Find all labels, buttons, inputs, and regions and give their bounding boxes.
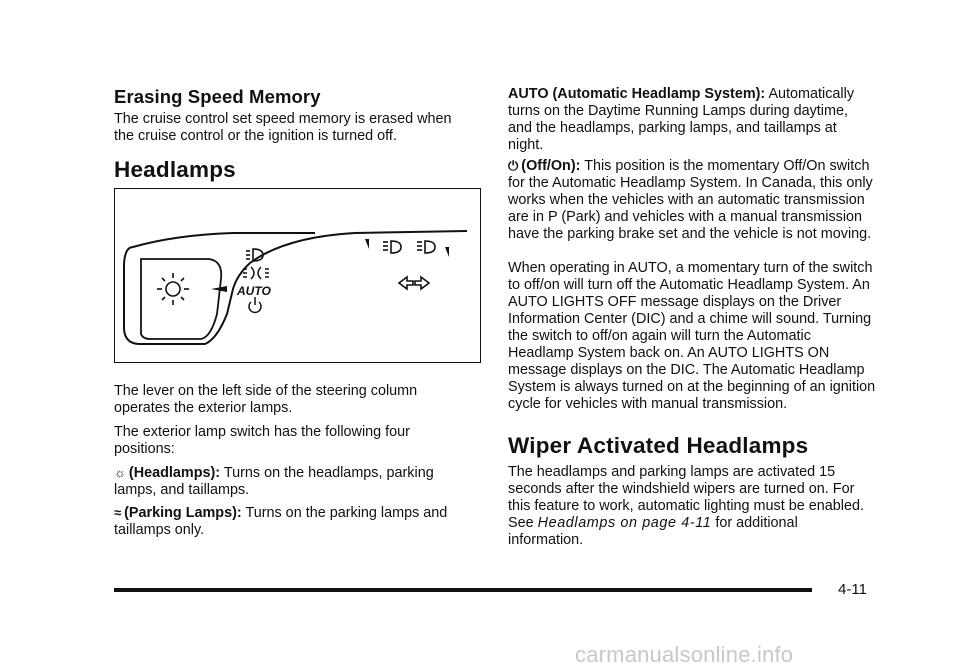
- auto-headlamp-item: [508, 86, 873, 154]
- parking-lamps-icon: [243, 267, 269, 279]
- headlamps-page-reference-link[interactable]: Headlamps on page 4-11: [537, 515, 712, 531]
- auto-headlamp-desc: Automatically turns on the Daytime Running Lamps during daytime, and the headlamps, parking lamps, and taillamps at night.: [508, 86, 855, 153]
- headlamp-icon: ☼: [114, 465, 126, 480]
- watermark-text: carmanualsonline.info: [575, 642, 794, 667]
- turn-signal-icon: [399, 277, 429, 289]
- parking-lamps-position-desc: Turns on the parking lamps and taillamps only.: [114, 505, 448, 538]
- high-beam-icon: [383, 241, 401, 253]
- section-heading-headlamps: Headlamps: [114, 157, 236, 182]
- headlamps-position-label: (Headlamps):: [128, 465, 221, 481]
- wiper-activated-desc: The headlamps and parking lamps are activated 15 seconds after the windshield wipers are turned on. For this feature to work, automatic lighting must be enabled. See: [508, 464, 864, 531]
- footer-rule: [114, 588, 812, 592]
- headlamps-position-desc: Turns on the headlamps, parking lamps, and taillamps.: [114, 465, 434, 498]
- section-heading-wiper-activated-headlamps: Wiper Activated Headlamps: [508, 433, 809, 458]
- auto-position-label: AUTO: [237, 284, 271, 298]
- section-heading-erasing-speed-memory: Erasing Speed Memory: [114, 86, 321, 107]
- parking-lamps-icon: ≈: [114, 505, 122, 520]
- auto-headlamp-label: AUTO (Automatic Headlamp System):: [508, 86, 766, 102]
- off-on-position-label: (Off/On):: [521, 158, 581, 174]
- auto-operation-text: When operating in AUTO, a momentary turn of the switch to off/on will turn off the Automatic Headlamp System. An AUTO LIGHTS OFF message displays on the Driver Information Center (DIC) and a chime will sound. Turning the switch to off/on again will turn the Automatic Headlamp System back on. An AUTO LIGHTS ON message displays on the DIC. The Automatic Headlamp System is always turned on at the beginning of an ignition cycle for vehicles with manual transmission.: [508, 260, 876, 412]
- high-beam-on-icon: [417, 241, 435, 253]
- wiper-activated-desc-end: for additional information.: [508, 515, 798, 548]
- headlamp-lever-illustration: [114, 188, 481, 363]
- page-number: 4-11: [838, 581, 867, 598]
- flash-to-pass-marker-icon: [365, 239, 369, 249]
- erasing-speed-memory-text: The cruise control set speed memory is erased when the cruise control or the ignition is turned off.: [114, 111, 452, 144]
- parking-lamps-position-item: [114, 504, 479, 539]
- high-beam-marker-icon: [445, 247, 449, 257]
- off-on-power-icon: [249, 297, 261, 312]
- off-on-power-icon: ⏻: [508, 158, 519, 173]
- headlamp-lever-drawing: [115, 189, 479, 361]
- parking-lamps-position-label: (Parking Lamps):: [124, 505, 242, 521]
- lever-description-text: The lever on the left side of the steering column operates the exterior lamps.: [114, 383, 418, 416]
- exterior-light-icon: [157, 273, 189, 305]
- off-on-position-desc: This position is the momentary Off/On switch for the Automatic Headlamp System. In Canada, this only works when the vehicles with an automatic transmission are in P (Park) and vehicles with a manual transmission have the parking brake set and the vehicle is not moving.: [508, 158, 873, 242]
- headlamps-position-item: [114, 464, 479, 499]
- off-on-position-item: [508, 157, 876, 243]
- switch-positions-intro-text: The exterior lamp switch has the following four positions:: [114, 424, 410, 457]
- wiper-activated-text: [508, 464, 864, 549]
